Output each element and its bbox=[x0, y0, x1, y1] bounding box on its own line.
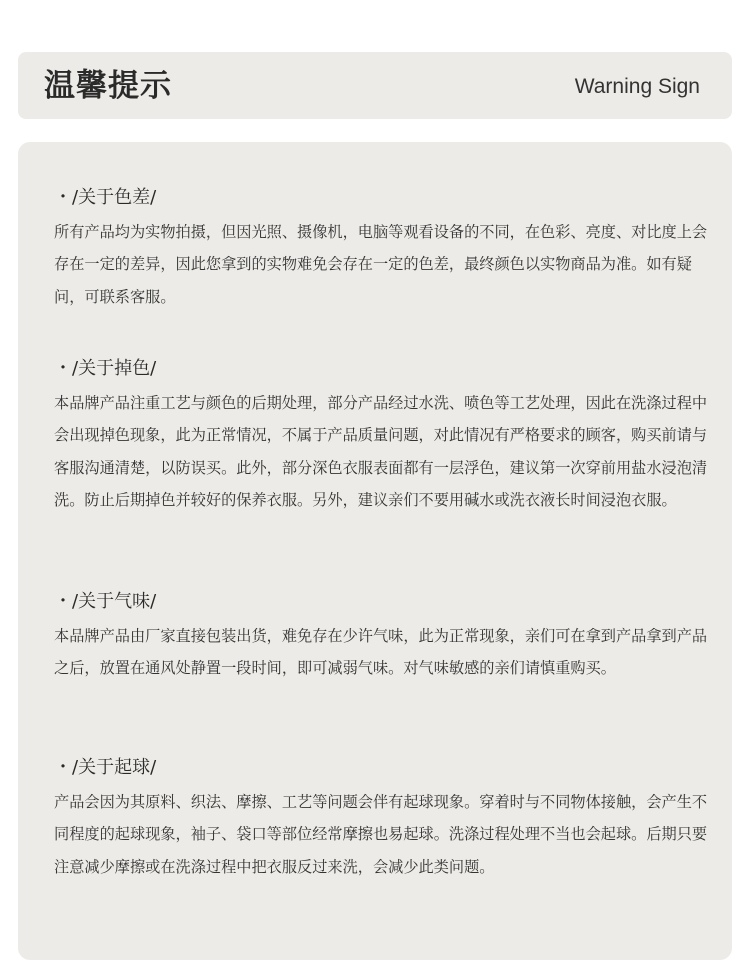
section-body: 产品会因为其原料、织法、摩擦、工艺等问题会伴有起球现象。穿着时与不同物体接触，会产生不同程度的起球现象，袖子、袋口等部位经常摩擦也易起球。洗涤过程处理不当也会起球。后期只要注意减少摩擦或在洗涤过程中把衣服反过来洗，会减少此类问题。 bbox=[54, 793, 708, 876]
section-heading: ・/关于色差/ bbox=[54, 187, 157, 208]
section-odor bbox=[54, 590, 714, 685]
header-bar bbox=[18, 52, 732, 119]
page-title: 温馨提示 bbox=[44, 68, 172, 104]
page-subtitle: Warning Sign bbox=[574, 75, 700, 98]
section-body: 本品牌产品由厂家直接包装出货，难免存在少许气味，此为正常现象，亲们可在拿到产品拿到产品之后，放置在通风处静置一段时间，即可减弱气味。对气味敏感的亲们请慎重购买。 bbox=[54, 627, 708, 678]
section-heading: ・/关于起球/ bbox=[54, 757, 157, 778]
section-color-fading bbox=[54, 357, 714, 516]
section-color-difference bbox=[54, 186, 714, 313]
section-pilling bbox=[54, 756, 714, 883]
content-panel bbox=[18, 142, 732, 960]
section-heading: ・/关于气味/ bbox=[54, 591, 157, 612]
section-body: 所有产品均为实物拍摄，但因光照、摄像机，电脑等观看设备的不同，在色彩、亮度、对比度上会存在一定的差异，因此您拿到的实物难免会存在一定的色差，最终颜色以实物商品为准。如有疑问，可联系客服。 bbox=[54, 223, 708, 306]
section-body: 本品牌产品注重工艺与颜色的后期处理，部分产品经过水洗、喷色等工艺处理，因此在洗涤过程中会出现掉色现象，此为正常情况，不属于产品质量问题，对此情况有严格要求的顾客，购买前请与客服沟通清楚，以防误买。此外，部分深色衣服表面都有一层浮色，建议第一次穿前用盐水浸泡清洗。防止后期掉色并较好的保养衣服。另外，建议亲们不要用碱水或洗衣液长时间浸泡衣服。 bbox=[54, 394, 708, 509]
section-heading: ・/关于掉色/ bbox=[54, 358, 157, 379]
